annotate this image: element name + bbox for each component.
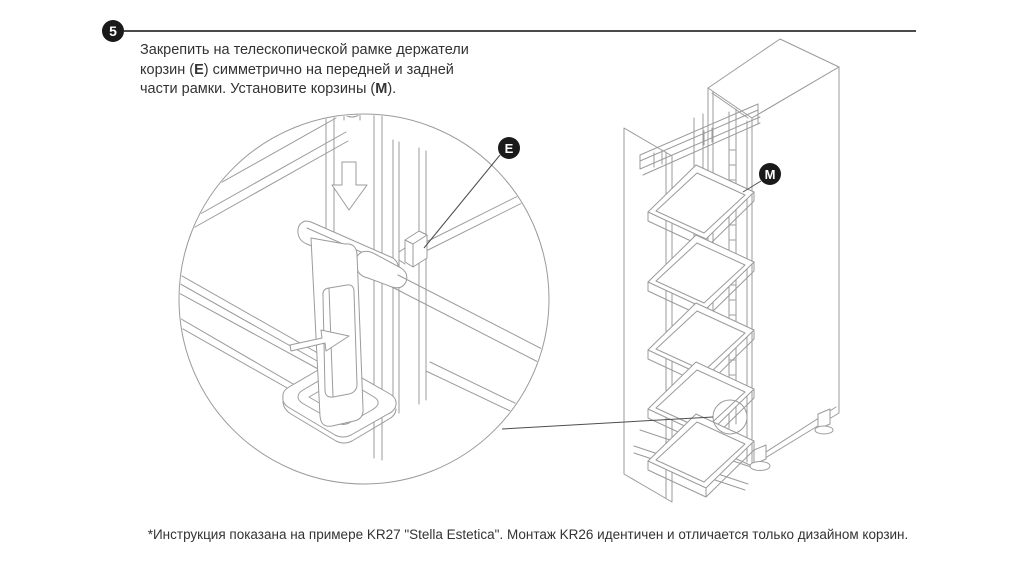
instruction-line-3: части рамки. Установите корзины (M). [140,81,397,97]
holder-leader-line [424,155,500,248]
down-arrow-icon [332,162,367,210]
footnote: *Инструкция показана на примере KR27 "Stella Estetica". Монтаж KR26 идентичен и отличается только дизайном корзин. [147,527,909,542]
cabinet-drawing [502,39,839,502]
instruction-line-2: корзин (E) симметрично на передней и задней [140,61,454,78]
basket-holder-part [311,238,363,426]
step-number-badge: 5 [102,20,124,42]
holder-label-badge: E [498,137,520,159]
basket-label-badge: M [759,163,781,185]
instruction-line-1: Закрепить на телескопической рамке держатели [140,42,469,58]
detail-circle-drawing [168,107,556,484]
